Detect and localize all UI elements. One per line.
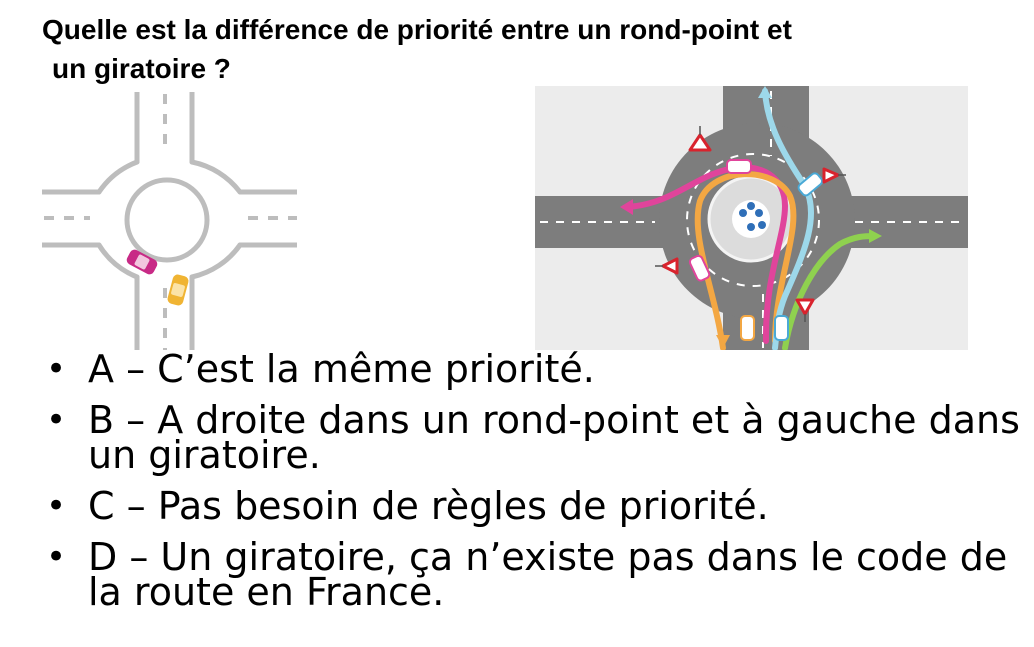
option-b[interactable]: • B – A droite dans un rond-point et à gauche dans un giratoire. xyxy=(46,398,1020,477)
option-c[interactable]: • C – Pas besoin de règles de priorité. xyxy=(46,484,769,528)
question-title xyxy=(42,10,1012,88)
yellow-car-icon xyxy=(166,273,189,306)
option-d[interactable]: • D – Un giratoire, ça n’existe pas dans le code de la route en France. xyxy=(46,535,1008,614)
option-d-text: D – Un giratoire, ça n’existe pas dans le code de la route en France. xyxy=(88,535,1008,614)
question-line-1: Quelle est la différence de priorité entre un rond-point et xyxy=(42,14,792,45)
question-line-2: un giratoire ? xyxy=(52,53,231,84)
answer-options xyxy=(42,347,1032,626)
option-a-text: A – C’est la même priorité. xyxy=(88,347,595,391)
giratoire-diagram xyxy=(535,86,968,350)
option-c-text: C – Pas besoin de règles de priorité. xyxy=(88,484,769,528)
option-a[interactable]: • A – C’est la même priorité. xyxy=(46,347,595,391)
rond-point-diagram xyxy=(42,92,297,350)
option-b-text: B – A droite dans un rond-point et à gauche dans un giratoire. xyxy=(88,398,1020,477)
roundabout-circular-arrows-icon xyxy=(732,200,770,238)
